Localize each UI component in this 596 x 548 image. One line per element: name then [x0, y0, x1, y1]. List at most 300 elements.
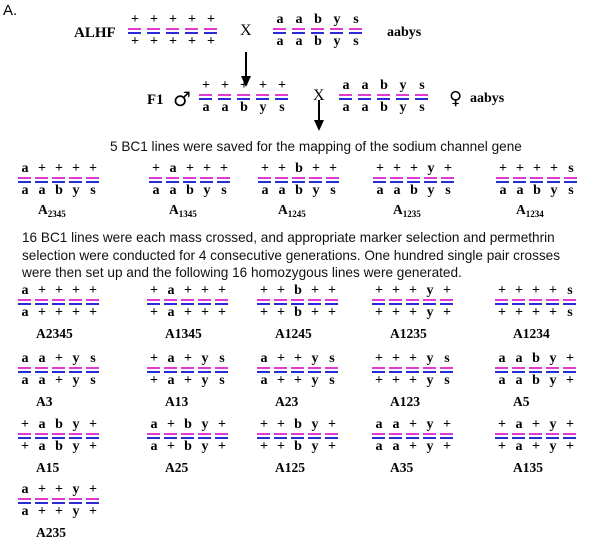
chromosome-bar-magenta	[423, 299, 436, 301]
homozygous-line-genotype	[18, 284, 103, 320]
allele-top: s	[353, 12, 359, 27]
chromosome-bar-magenta	[198, 367, 211, 369]
allele-top: +	[188, 12, 196, 27]
allele-top: +	[150, 283, 158, 298]
chromosome-bar-magenta	[149, 177, 162, 179]
chromosome-bar-magenta	[18, 433, 31, 435]
allele-bottom: s	[221, 183, 227, 198]
allele-bottom: +	[277, 305, 285, 320]
chromosome-bar-magenta	[69, 433, 82, 435]
chromosome-bar-magenta	[372, 433, 385, 435]
allele-bottom: +	[532, 305, 540, 320]
allele-bottom: +	[409, 439, 417, 454]
homozygous-line-name: A125	[275, 460, 305, 475]
chromosome-bar-magenta	[358, 94, 371, 96]
allele-bottom: +	[294, 373, 302, 388]
homozygous-line-genotype	[18, 483, 103, 519]
allele-top: +	[566, 351, 574, 366]
homozygous-line-genotype	[257, 418, 342, 454]
chromosome-bar-magenta	[529, 367, 542, 369]
homozygous-line-name: A235	[36, 525, 66, 540]
allele-top: +	[549, 283, 557, 298]
allele-bottom: +	[392, 373, 400, 388]
allele-bottom: b	[55, 439, 63, 454]
allele-bottom: a	[375, 439, 383, 454]
allele-top: +	[410, 161, 418, 176]
allele-top: +	[89, 482, 97, 497]
homozygous-line-name: A13	[165, 394, 189, 409]
allele-bottom: b	[533, 183, 541, 198]
allele-top: s	[568, 161, 574, 176]
chromosome-bar-magenta	[512, 299, 525, 301]
chromosome-bar-magenta	[406, 433, 419, 435]
homozygous-line-name: A1235	[390, 326, 427, 341]
allele-bottom: b	[380, 100, 388, 115]
chromosome-bar-magenta	[204, 28, 217, 30]
allele-bottom: a	[21, 183, 29, 198]
allele-bottom: a	[38, 439, 46, 454]
chromosome-bar-magenta	[440, 299, 453, 301]
allele-bottom: +	[515, 305, 523, 320]
allele-top: +	[184, 283, 192, 298]
allele-bottom: +	[150, 34, 158, 49]
chromosome-bar-magenta	[330, 28, 343, 30]
chromosome-bar-magenta	[218, 94, 231, 96]
chromosome-bar-magenta	[35, 177, 48, 179]
line-subscript: 1235	[402, 209, 421, 219]
allele-bottom: +	[21, 439, 29, 454]
allele-bottom: +	[443, 439, 451, 454]
allele-top: +	[55, 482, 63, 497]
chromosome-bar-magenta	[52, 433, 65, 435]
allele-bottom: +	[549, 305, 557, 320]
allele-top: y	[549, 351, 557, 366]
chromosome-bar-magenta	[546, 299, 559, 301]
allele-top: +	[221, 78, 229, 93]
homozygous-line-genotype	[147, 418, 232, 454]
allele-top: +	[329, 161, 337, 176]
allele-top: +	[38, 283, 46, 298]
allele-top: a	[21, 482, 29, 497]
allele-bottom: b	[294, 439, 302, 454]
allele-bottom: y	[426, 439, 434, 454]
chromosome-bar-magenta	[35, 498, 48, 500]
allele-top: a	[21, 283, 29, 298]
allele-top: y	[72, 351, 80, 366]
homozygous-line-genotype	[495, 418, 580, 454]
allele-bottom: b	[532, 373, 540, 388]
allele-top: +	[202, 78, 210, 93]
bc1-line-name	[169, 202, 197, 219]
chromosome-bar-magenta	[311, 28, 324, 30]
allele-top: +	[21, 417, 29, 432]
allele-bottom: a	[295, 34, 303, 49]
chromosome-bar-magenta	[275, 177, 288, 179]
chromosome-bar-magenta	[440, 433, 453, 435]
allele-bottom: y	[550, 183, 558, 198]
chromosome-bar-magenta	[495, 433, 508, 435]
allele-bottom: +	[311, 305, 319, 320]
allele-bottom: y	[426, 305, 434, 320]
allele-bottom: a	[21, 504, 29, 519]
allele-bottom: +	[184, 373, 192, 388]
allele-top: +	[328, 283, 336, 298]
allele-top: a	[392, 417, 400, 432]
chromosome-bar-magenta	[513, 177, 526, 179]
allele-top: a	[260, 351, 268, 366]
allele-bottom: +	[55, 305, 63, 320]
homozygous-line-name: A1345	[165, 326, 202, 341]
allele-top: b	[314, 12, 322, 27]
bc1-caption: 5 BC1 lines were saved for the mapping of the sodium channel gene	[110, 139, 522, 154]
allele-bottom: a	[167, 305, 175, 320]
f1-genotype	[199, 79, 294, 115]
allele-bottom: +	[38, 305, 46, 320]
chromosome-bar-magenta	[495, 367, 508, 369]
allele-bottom: +	[498, 439, 506, 454]
chromosome-bar-magenta	[18, 498, 31, 500]
allele-top: a	[515, 417, 523, 432]
allele-bottom: y	[72, 439, 80, 454]
allele-top: +	[167, 417, 175, 432]
allele-bottom: a	[278, 183, 286, 198]
cross-symbol-2: X	[313, 87, 325, 104]
allele-top: a	[169, 161, 177, 176]
bc1-line-genotype	[18, 162, 103, 198]
bc1-line-genotype	[496, 162, 581, 198]
allele-top: +	[443, 283, 451, 298]
chromosome-bar-magenta	[512, 433, 525, 435]
allele-bottom: +	[328, 305, 336, 320]
allele-top: +	[277, 351, 285, 366]
allele-bottom: a	[169, 183, 177, 198]
allele-top: +	[515, 283, 523, 298]
allele-bottom: +	[89, 439, 97, 454]
allele-top: y	[426, 283, 434, 298]
allele-top: +	[218, 417, 226, 432]
chromosome-bar-magenta	[291, 299, 304, 301]
allele-top: a	[361, 78, 369, 93]
allele-top: +	[294, 351, 302, 366]
chromosome-bar-magenta	[86, 299, 99, 301]
allele-bottom: a	[516, 183, 524, 198]
allele-bottom: b	[294, 305, 302, 320]
allele-top: s	[567, 283, 573, 298]
chromosome-bar-magenta	[52, 367, 65, 369]
chromosome-bar-magenta	[164, 367, 177, 369]
allele-top: +	[55, 283, 63, 298]
allele-bottom: a	[392, 439, 400, 454]
allele-bottom: a	[38, 183, 46, 198]
chromosome-bar-magenta	[389, 299, 402, 301]
allele-top: +	[201, 283, 209, 298]
chromosome-bar-magenta	[200, 177, 213, 179]
allele-top: a	[21, 161, 29, 176]
chromosome-bar-magenta	[52, 498, 65, 500]
chromosome-bar-magenta	[292, 28, 305, 30]
allele-bottom: a	[167, 373, 175, 388]
chromosome-bar-magenta	[215, 367, 228, 369]
bc1-line-name	[516, 202, 544, 219]
allele-bottom: y	[72, 373, 80, 388]
chromosome-bar-magenta	[69, 177, 82, 179]
allele-top: +	[278, 161, 286, 176]
allele-top: +	[375, 351, 383, 366]
allele-bottom: s	[419, 100, 425, 115]
allele-bottom: s	[353, 34, 359, 49]
allele-top: +	[550, 161, 558, 176]
allele-bottom: a	[202, 100, 210, 115]
chromosome-bar-magenta	[181, 299, 194, 301]
allele-top: +	[72, 283, 80, 298]
allele-bottom: a	[515, 373, 523, 388]
chromosome-bar-magenta	[35, 367, 48, 369]
chromosome-bar-magenta	[35, 433, 48, 435]
line-letter: A	[393, 202, 403, 217]
allele-top: +	[260, 417, 268, 432]
allele-bottom: +	[55, 504, 63, 519]
chromosome-bar-magenta	[199, 94, 212, 96]
chromosome-bar-magenta	[546, 433, 559, 435]
allele-top: +	[376, 161, 384, 176]
chromosome-bar-magenta	[396, 94, 409, 96]
allele-bottom: y	[427, 183, 435, 198]
allele-top: y	[201, 417, 209, 432]
chromosome-bar-magenta	[274, 299, 287, 301]
chromosome-bar-magenta	[166, 28, 179, 30]
allele-top: +	[169, 12, 177, 27]
allele-top: a	[167, 351, 175, 366]
allele-bottom: y	[549, 373, 557, 388]
homozygous-line-name: A1234	[513, 326, 550, 341]
allele-bottom: b	[184, 439, 192, 454]
allele-top: +	[328, 417, 336, 432]
chromosome-bar-magenta	[325, 433, 338, 435]
chromosome-bar-magenta	[406, 299, 419, 301]
chromosome-bar-magenta	[164, 433, 177, 435]
allele-top: +	[409, 351, 417, 366]
allele-top: b	[294, 417, 302, 432]
allele-top: +	[207, 12, 215, 27]
homozygous-line-name: A25	[165, 460, 189, 475]
allele-bottom: +	[131, 34, 139, 49]
allele-top: a	[498, 351, 506, 366]
cross2-parent2-genotype	[339, 79, 434, 115]
allele-top: a	[167, 283, 175, 298]
allele-top: +	[55, 161, 63, 176]
cross-symbol-1: X	[240, 22, 252, 39]
allele-bottom: +	[89, 305, 97, 320]
allele-top: a	[515, 351, 523, 366]
homozygous-line-genotype	[147, 352, 232, 388]
chromosome-bar-magenta	[52, 177, 65, 179]
allele-top: +	[498, 417, 506, 432]
chromosome-bar-magenta	[257, 433, 270, 435]
allele-top: a	[38, 417, 46, 432]
cross2-parent2-label: aabys	[470, 91, 505, 106]
allele-top: +	[498, 283, 506, 298]
chromosome-bar-magenta	[198, 433, 211, 435]
allele-top: +	[38, 482, 46, 497]
chromosome-bar-magenta	[530, 177, 543, 179]
chromosome-bar-magenta	[237, 94, 250, 96]
allele-bottom: b	[240, 100, 248, 115]
allele-top: b	[294, 283, 302, 298]
homozygous-line-name: A135	[513, 460, 543, 475]
allele-top: b	[184, 417, 192, 432]
allele-bottom: a	[261, 183, 269, 198]
allele-top: +	[312, 161, 320, 176]
allele-top: s	[444, 351, 450, 366]
bc1-line-genotype	[258, 162, 343, 198]
allele-bottom: a	[21, 305, 29, 320]
allele-top: y	[549, 417, 557, 432]
chromosome-bar-magenta	[424, 177, 437, 179]
chromosome-bar-magenta	[198, 299, 211, 301]
allele-top: s	[90, 351, 96, 366]
allele-top: +	[444, 161, 452, 176]
line-subscript: 1245	[287, 209, 306, 219]
line-subscript: 1234	[525, 209, 544, 219]
f1-label: F1	[147, 92, 164, 108]
down-arrow-icon	[309, 100, 329, 132]
chromosome-bar-magenta	[147, 433, 160, 435]
allele-top: +	[89, 417, 97, 432]
allele-top: y	[426, 417, 434, 432]
allele-bottom: y	[399, 100, 407, 115]
allele-bottom: b	[295, 183, 303, 198]
allele-bottom: y	[201, 439, 209, 454]
line-letter: A	[38, 202, 48, 217]
chromosome-bar-magenta	[390, 177, 403, 179]
allele-bottom: +	[375, 373, 383, 388]
allele-top: a	[375, 417, 383, 432]
allele-bottom: s	[279, 100, 285, 115]
allele-top: +	[499, 161, 507, 176]
allele-top: +	[218, 283, 226, 298]
allele-top: +	[392, 283, 400, 298]
bc1-line-name	[38, 202, 66, 219]
allele-top: y	[311, 351, 319, 366]
allele-top: +	[203, 161, 211, 176]
chromosome-bar-magenta	[325, 299, 338, 301]
allele-bottom: +	[55, 373, 63, 388]
allele-bottom: a	[276, 34, 284, 49]
allele-bottom: a	[376, 183, 384, 198]
allele-bottom: a	[38, 373, 46, 388]
allele-top: +	[532, 417, 540, 432]
chromosome-bar-magenta	[441, 177, 454, 179]
allele-top: +	[443, 417, 451, 432]
homozygous-line-genotype	[18, 418, 103, 454]
allele-bottom: s	[567, 305, 573, 320]
homozygous-line-name: A1245	[275, 326, 312, 341]
chromosome-bar-magenta	[407, 177, 420, 179]
allele-top: +	[393, 161, 401, 176]
chromosome-bar-magenta	[440, 367, 453, 369]
allele-bottom: +	[443, 305, 451, 320]
homozygous-line-genotype	[372, 418, 457, 454]
allele-top: +	[72, 161, 80, 176]
allele-bottom: y	[312, 183, 320, 198]
allele-top: +	[89, 161, 97, 176]
allele-top: y	[399, 78, 407, 93]
chromosome-bar-magenta	[147, 299, 160, 301]
chromosome-bar-magenta	[372, 367, 385, 369]
allele-top: y	[72, 482, 80, 497]
allele-top: +	[392, 351, 400, 366]
parent2-genotype	[273, 13, 368, 49]
chromosome-bar-magenta	[339, 94, 352, 96]
allele-top: y	[72, 417, 80, 432]
allele-bottom: +	[409, 305, 417, 320]
chromosome-bar-magenta	[326, 177, 339, 179]
allele-bottom: +	[38, 504, 46, 519]
chromosome-bar-magenta	[309, 177, 322, 179]
allele-bottom: +	[167, 439, 175, 454]
allele-top: +	[566, 417, 574, 432]
allele-bottom: s	[90, 373, 96, 388]
allele-top: y	[426, 351, 434, 366]
allele-bottom: y	[259, 100, 267, 115]
allele-bottom: +	[392, 305, 400, 320]
bc1-line-name	[278, 202, 306, 219]
allele-bottom: +	[532, 439, 540, 454]
allele-bottom: +	[277, 373, 285, 388]
chromosome-bar-magenta	[147, 28, 160, 30]
allele-bottom: b	[314, 34, 322, 49]
allele-top: +	[260, 283, 268, 298]
homozygous-line-genotype	[147, 284, 232, 320]
female-symbol: ♀	[449, 88, 463, 109]
chromosome-bar-magenta	[377, 94, 390, 96]
chromosome-bar-magenta	[546, 367, 559, 369]
chromosome-bar-magenta	[185, 28, 198, 30]
chromosome-bar-magenta	[147, 367, 160, 369]
homozygous-line-name: A2345	[36, 326, 73, 341]
allele-top: +	[220, 161, 228, 176]
allele-top: +	[532, 283, 540, 298]
allele-top: +	[533, 161, 541, 176]
homozygous-line-genotype	[372, 284, 457, 320]
homozygous-line-genotype	[372, 352, 457, 388]
allele-top: +	[261, 161, 269, 176]
chromosome-bar-magenta	[423, 367, 436, 369]
chromosome-bar-magenta	[291, 367, 304, 369]
chromosome-bar-magenta	[308, 433, 321, 435]
figure-label: A.	[3, 2, 18, 19]
allele-top: +	[277, 283, 285, 298]
chromosome-bar-magenta	[181, 367, 194, 369]
chromosome-bar-magenta	[563, 433, 576, 435]
allele-top: s	[419, 78, 425, 93]
allele-bottom: y	[72, 504, 80, 519]
allele-bottom: a	[221, 100, 229, 115]
allele-top: +	[409, 417, 417, 432]
allele-bottom: b	[410, 183, 418, 198]
allele-top: +	[516, 161, 524, 176]
chromosome-bar-magenta	[512, 367, 525, 369]
bc1-line-name	[393, 202, 421, 219]
chromosome-bar-magenta	[495, 299, 508, 301]
allele-top: +	[259, 78, 267, 93]
chromosome-bar-magenta	[181, 433, 194, 435]
chromosome-bar-magenta	[275, 94, 288, 96]
allele-bottom: +	[150, 373, 158, 388]
allele-top: y	[311, 417, 319, 432]
chromosome-bar-magenta	[69, 367, 82, 369]
allele-bottom: s	[90, 183, 96, 198]
